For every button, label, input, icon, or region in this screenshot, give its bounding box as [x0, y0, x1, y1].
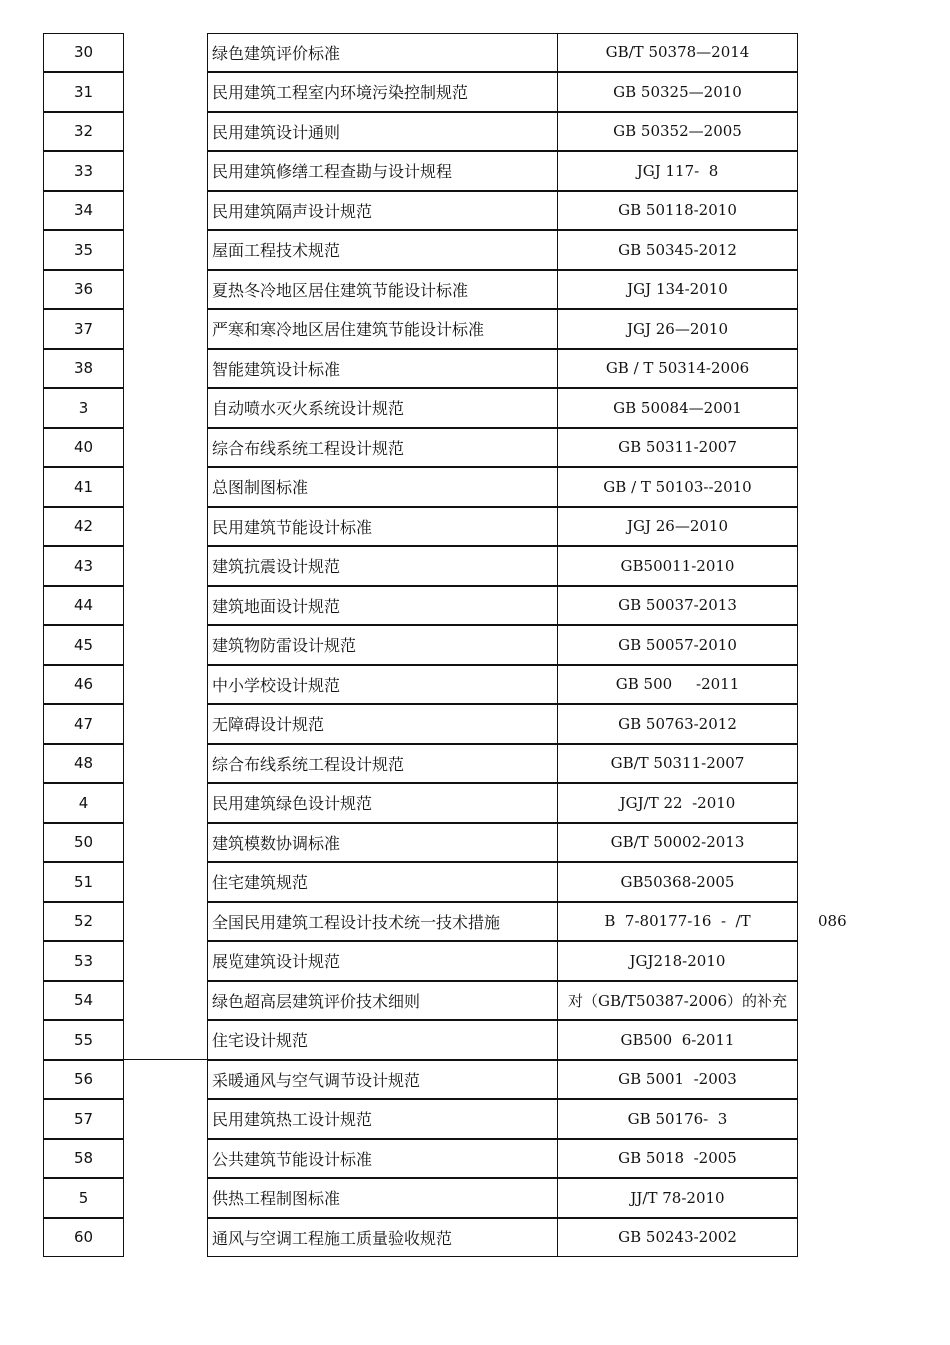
standard-code-cell: GB50011-2010 — [557, 546, 798, 586]
standard-code-cell: GB / T 50103--2010 — [557, 467, 798, 507]
standard-name-cell: 展览建筑设计规范 — [207, 941, 558, 981]
standard-code-cell: GB 50763-2012 — [557, 704, 798, 744]
table-row — [0, 112, 950, 152]
standard-name-cell: 建筑物防雷设计规范 — [207, 625, 558, 665]
table-row — [0, 33, 950, 73]
standard-name-cell: 民用建筑修缮工程查勘与设计规程 — [207, 151, 558, 191]
standard-name-cell: 智能建筑设计标准 — [207, 349, 558, 389]
row-number-cell: 36 — [43, 270, 124, 310]
standard-code-cell: GB 50311-2007 — [557, 428, 798, 468]
row-number-cell: 55 — [43, 1020, 124, 1060]
standard-code-cell: GB 5018 -2005 — [557, 1139, 798, 1179]
standard-code-cell: GB50368-2005 — [557, 862, 798, 902]
standard-code-cell: GB/T 50002-2013 — [557, 823, 798, 863]
row-number-cell: 3 — [43, 388, 124, 428]
standard-name-cell: 住宅设计规范 — [207, 1020, 558, 1060]
standard-name-cell: 综合布线系统工程设计规范 — [207, 744, 558, 784]
row-number-cell: 5 — [43, 1178, 124, 1218]
row-number-cell: 46 — [43, 665, 124, 705]
table-row — [0, 388, 950, 428]
standard-name-cell: 通风与空调工程施工质量验收规范 — [207, 1218, 558, 1258]
standard-name-cell: 全国民用建筑工程设计技术统一技术措施 — [207, 902, 558, 942]
table-row — [0, 191, 950, 231]
standard-code-cell: GB 50176- 3 — [557, 1099, 798, 1139]
table-row — [0, 1178, 950, 1218]
row-number-cell: 53 — [43, 941, 124, 981]
row-number-cell: 37 — [43, 309, 124, 349]
standard-name-cell: 公共建筑节能设计标准 — [207, 1139, 558, 1179]
row-number-cell: 31 — [43, 72, 124, 112]
row-number-cell: 44 — [43, 586, 124, 626]
standard-code-cell: 对（GB/T50387-2006）的补充 — [557, 981, 798, 1021]
row-number-cell: 47 — [43, 704, 124, 744]
standard-code-cell: GB 50037-2013 — [557, 586, 798, 626]
table-row — [0, 704, 950, 744]
standard-code-cell: JGJ 26—2010 — [557, 309, 798, 349]
standard-code-cell: GB 50325—2010 — [557, 72, 798, 112]
row-number-cell: 57 — [43, 1099, 124, 1139]
cell-border-line — [124, 1059, 208, 1060]
standard-code-cell: GB/T 50378—2014 — [557, 33, 798, 73]
row-number-cell: 4 — [43, 783, 124, 823]
standard-name-cell: 中小学校设计规范 — [207, 665, 558, 705]
row-number-cell: 48 — [43, 744, 124, 784]
table-row — [0, 309, 950, 349]
standard-code-cell: GB 50345-2012 — [557, 230, 798, 270]
row-number-cell: 34 — [43, 191, 124, 231]
row-number-cell: 58 — [43, 1139, 124, 1179]
overflow-code-text: 086 — [818, 912, 847, 931]
standard-code-cell: JGJ/T 22 -2010 — [557, 783, 798, 823]
table-row — [0, 862, 950, 902]
table-row — [0, 428, 950, 468]
standard-name-cell: 综合布线系统工程设计规范 — [207, 428, 558, 468]
table-row — [0, 1099, 950, 1139]
table-row — [0, 981, 950, 1021]
standard-name-cell: 民用建筑隔声设计规范 — [207, 191, 558, 231]
standard-name-cell: 夏热冬冷地区居住建筑节能设计标准 — [207, 270, 558, 310]
row-number-cell: 54 — [43, 981, 124, 1021]
standard-name-cell: 绿色超高层建筑评价技术细则 — [207, 981, 558, 1021]
row-number-cell: 32 — [43, 112, 124, 152]
table-row — [0, 507, 950, 547]
table-row — [0, 902, 950, 942]
standard-name-cell: 供热工程制图标准 — [207, 1178, 558, 1218]
table-row — [0, 270, 950, 310]
standard-code-cell: GB 500 -2011 — [557, 665, 798, 705]
table-row — [0, 1139, 950, 1179]
row-number-cell: 43 — [43, 546, 124, 586]
standard-code-cell: JJ/T 78-2010 — [557, 1178, 798, 1218]
standard-name-cell: 严寒和寒冷地区居住建筑节能设计标准 — [207, 309, 558, 349]
row-number-cell: 56 — [43, 1060, 124, 1100]
table-row — [0, 665, 950, 705]
standard-code-cell: GB500 6-2011 — [557, 1020, 798, 1060]
standard-code-cell: B 7-80177-16 - /T — [557, 902, 798, 942]
standard-name-cell: 屋面工程技术规范 — [207, 230, 558, 270]
standard-code-cell: GB 5001 -2003 — [557, 1060, 798, 1100]
standard-code-cell: JGJ 134-2010 — [557, 270, 798, 310]
row-number-cell: 33 — [43, 151, 124, 191]
standard-code-cell: GB 50352—2005 — [557, 112, 798, 152]
row-number-cell: 30 — [43, 33, 124, 73]
table-row — [0, 467, 950, 507]
row-number-cell: 42 — [43, 507, 124, 547]
table-row — [0, 1060, 950, 1100]
table-row — [0, 230, 950, 270]
table-row — [0, 586, 950, 626]
row-number-cell: 40 — [43, 428, 124, 468]
row-number-cell: 51 — [43, 862, 124, 902]
table-row — [0, 625, 950, 665]
standard-name-cell: 民用建筑热工设计规范 — [207, 1099, 558, 1139]
row-number-cell: 35 — [43, 230, 124, 270]
standard-name-cell: 建筑抗震设计规范 — [207, 546, 558, 586]
row-number-cell: 50 — [43, 823, 124, 863]
row-number-cell: 38 — [43, 349, 124, 389]
standard-code-cell: GB / T 50314-2006 — [557, 349, 798, 389]
table-row — [0, 941, 950, 981]
standard-code-cell: JGJ 117- 8 — [557, 151, 798, 191]
standard-name-cell: 民用建筑工程室内环境污染控制规范 — [207, 72, 558, 112]
standard-name-cell: 民用建筑绿色设计规范 — [207, 783, 558, 823]
standard-code-cell: JGJ 26—2010 — [557, 507, 798, 547]
table-row — [0, 151, 950, 191]
table-row — [0, 349, 950, 389]
standard-name-cell: 民用建筑节能设计标准 — [207, 507, 558, 547]
standard-name-cell: 自动喷水灭火系统设计规范 — [207, 388, 558, 428]
standard-code-cell: JGJ218-2010 — [557, 941, 798, 981]
standard-name-cell: 民用建筑设计通则 — [207, 112, 558, 152]
standard-code-cell: GB 50118-2010 — [557, 191, 798, 231]
standard-code-cell: GB 50084—2001 — [557, 388, 798, 428]
table-row — [0, 1020, 950, 1060]
standard-name-cell: 无障碍设计规范 — [207, 704, 558, 744]
standard-name-cell: 采暖通风与空气调节设计规范 — [207, 1060, 558, 1100]
standard-code-cell: GB 50057-2010 — [557, 625, 798, 665]
standard-code-cell: GB/T 50311-2007 — [557, 744, 798, 784]
row-number-cell: 60 — [43, 1218, 124, 1258]
table-row — [0, 1218, 950, 1258]
standard-name-cell: 绿色建筑评价标准 — [207, 33, 558, 73]
table-row — [0, 783, 950, 823]
row-number-cell: 41 — [43, 467, 124, 507]
standard-name-cell: 总图制图标准 — [207, 467, 558, 507]
standard-name-cell: 建筑地面设计规范 — [207, 586, 558, 626]
table-row — [0, 72, 950, 112]
row-number-cell: 52 — [43, 902, 124, 942]
table-row — [0, 823, 950, 863]
standard-name-cell: 住宅建筑规范 — [207, 862, 558, 902]
row-number-cell: 45 — [43, 625, 124, 665]
standard-code-cell: GB 50243-2002 — [557, 1218, 798, 1258]
table-row — [0, 546, 950, 586]
standard-name-cell: 建筑模数协调标准 — [207, 823, 558, 863]
table-row — [0, 744, 950, 784]
